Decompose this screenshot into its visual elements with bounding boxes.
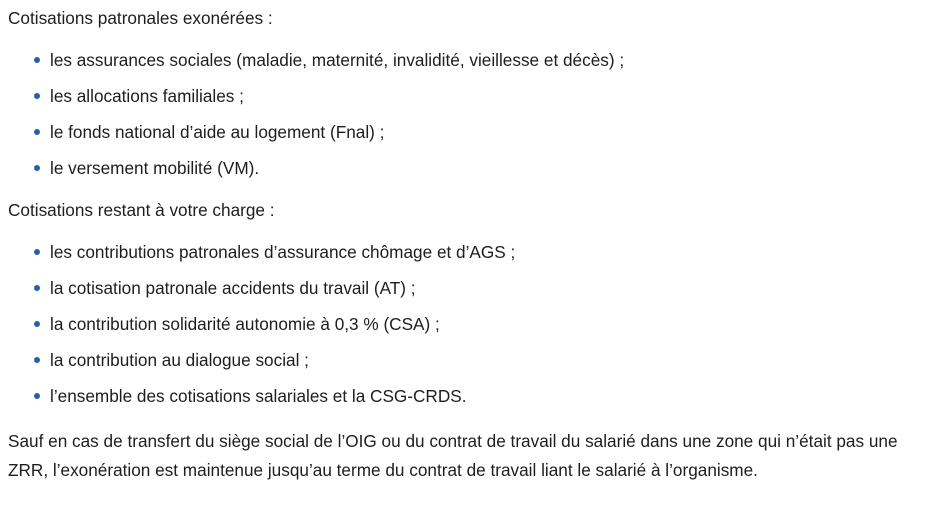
list-item (34, 155, 933, 191)
list-item-text: l’ensemble des cotisations salariales et la CSG-CRDS. (50, 386, 467, 406)
list-item-text: le versement mobilité (VM). (50, 158, 260, 178)
bullet-icon (34, 165, 40, 171)
list-item-text: les contributions patronales d’assurance chômage et d’AGS ; (50, 242, 516, 262)
list-item-text: la contribution solidarité autonomie à 0,3 % (CSA) ; (50, 314, 440, 334)
list-item (34, 239, 933, 275)
list-item-text: le fonds national d’aide au logement (Fnal) ; (50, 122, 385, 142)
bullet-icon (34, 285, 40, 291)
list-item-text: la cotisation patronale accidents du travail (AT) ; (50, 278, 416, 298)
bullet-icon (34, 129, 40, 135)
bullet-icon (34, 57, 40, 63)
exempted-contributions-heading: Cotisations patronales exonérées : (8, 8, 273, 28)
list-item (34, 47, 933, 83)
bullet-icon (34, 249, 40, 255)
list-item (34, 83, 933, 119)
exempted-contributions-list (8, 47, 933, 191)
bullet-icon (34, 357, 40, 363)
list-item (34, 347, 933, 383)
list-item-text: les allocations familiales ; (50, 86, 244, 106)
bullet-icon (34, 321, 40, 327)
bullet-icon (34, 393, 40, 399)
remaining-contributions-list (8, 239, 933, 419)
list-item (34, 119, 933, 155)
list-item (34, 275, 933, 311)
list-item (34, 311, 933, 347)
closing-paragraph: Sauf en cas de transfert du siège social de l’OIG ou du contrat de travail du salarié dans une zone qui n’était pas une ZRR, l’exonération est maintenue jusqu’au terme du contrat de travail liant le salarié à l’organisme. (8, 431, 898, 480)
list-item (34, 383, 933, 419)
bullet-icon (34, 93, 40, 99)
remaining-contributions-heading: Cotisations restant à votre charge : (8, 200, 275, 220)
list-item-text: les assurances sociales (maladie, maternité, invalidité, vieillesse et décès) ; (50, 50, 625, 70)
list-item-text: la contribution au dialogue social ; (50, 350, 309, 370)
